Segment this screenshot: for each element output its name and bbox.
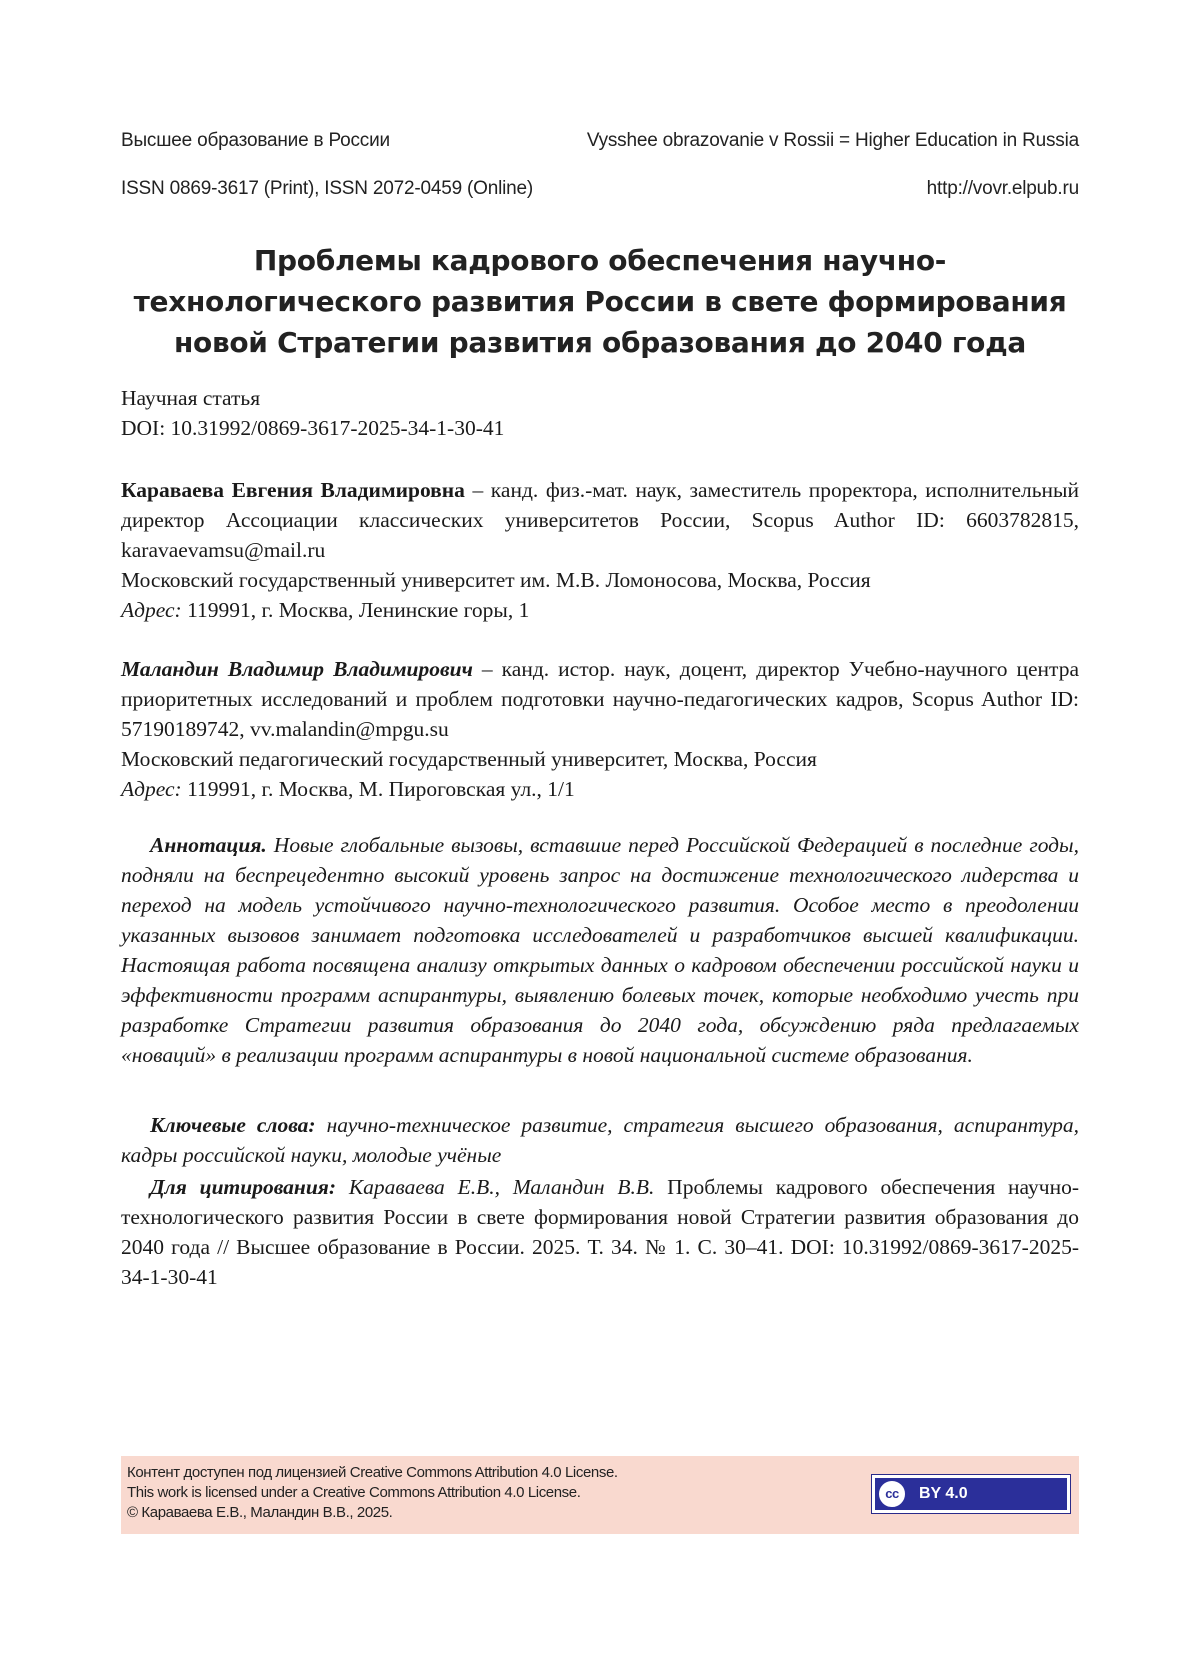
citation-authors: Караваева Е.В., Маландин В.В. bbox=[336, 1175, 655, 1199]
cc-badge-label: BY 4.0 bbox=[919, 1485, 968, 1502]
journal-issn: ISSN 0869-3617 (Print), ISSN 2072-0459 (Online) bbox=[121, 178, 533, 199]
author-name: Маландин Владимир Владимирович bbox=[121, 657, 473, 681]
address-label: Адрес: bbox=[121, 777, 182, 801]
author-block bbox=[121, 475, 1079, 625]
address-value: 119991, г. Москва, М. Пироговская ул., 1/1 bbox=[181, 777, 575, 801]
creative-commons-icon: cc bbox=[877, 1479, 907, 1509]
journal-url[interactable]: http://vovr.elpub.ru bbox=[926, 178, 1079, 199]
citation-label: Для цитирования: bbox=[150, 1175, 337, 1199]
license-box bbox=[121, 1456, 1079, 1534]
author-description: – канд. физ.-мат. наук, заместитель проректора, исполнительный директор Ассоциации классических университетов России, Scopus Author ID: 6603782815, karavaevamsu@mail.ru bbox=[121, 478, 1079, 562]
author-description: – канд. истор. наук, доцент, директор Учебно-научного центра приоритетных исследований и проблем подготовки научно-педагогических кадров, Scopus Author ID: 57190189742, vv.malandin@mpgu.su bbox=[121, 657, 1079, 741]
cc-badge-inner bbox=[875, 1478, 1067, 1510]
license-line-en: This work is licensed under a Creative Commons Attribution 4.0 License. bbox=[127, 1484, 581, 1501]
license-line-ru: Контент доступен под лицензией Creative Commons Attribution 4.0 License. bbox=[127, 1464, 618, 1481]
article-meta bbox=[121, 383, 1079, 443]
author-affiliation: Московский педагогический государственный университет, Москва, Россия bbox=[121, 747, 817, 771]
license-text bbox=[127, 1463, 618, 1523]
author-affiliation: Московский государственный университет им. М.В. Ломоносова, Москва, Россия bbox=[121, 568, 871, 592]
keywords bbox=[121, 1110, 1079, 1170]
citation bbox=[121, 1172, 1079, 1292]
journal-name-en: Vysshee obrazovanie v Rossii = Higher Education in Russia bbox=[586, 130, 1079, 151]
author-address bbox=[121, 595, 1079, 625]
address-value: 119991, г. Москва, Ленинские горы, 1 bbox=[181, 598, 530, 622]
article-type: Научная статья bbox=[121, 386, 261, 410]
article-doi[interactable]: DOI: 10.31992/0869-3617-2025-34-1-30-41 bbox=[121, 416, 505, 440]
cc-by-badge[interactable] bbox=[871, 1474, 1071, 1514]
author-address bbox=[121, 774, 1079, 804]
article-page bbox=[121, 0, 1079, 1658]
address-label: Адрес: bbox=[121, 598, 182, 622]
author-name: Караваева Евгения Владимировна bbox=[121, 478, 465, 502]
abstract bbox=[121, 830, 1079, 1070]
abstract-label: Аннотация. bbox=[150, 833, 267, 857]
citation-text: Проблемы кадрового обеспечения научно-технологического развития России в свете формирования новой Стратегии развития образования до 2040 года // Высшее образование в России. 2025. Т. 34. № 1. С. 30–41. DOI: 10.31992/0869-3617-2025-34-1-30-41 bbox=[121, 1175, 1079, 1289]
keywords-label: Ключевые слова: bbox=[150, 1113, 316, 1137]
copyright-line: © Караваева Е.В., Маландин В.В., 2025. bbox=[127, 1504, 393, 1521]
author-block bbox=[121, 654, 1079, 804]
keywords-text: научно-техническое развитие, стратегия высшего образования, аспирантура, кадры российской науки, молодые учёные bbox=[121, 1113, 1079, 1167]
article-title: Проблемы кадрового обеспечения научно-технологического развития России в свете формирования новой Стратегии развития образования до 2040 года bbox=[133, 244, 1067, 359]
journal-header bbox=[121, 130, 1079, 152]
journal-issn-row bbox=[121, 178, 1079, 200]
journal-name-ru: Высшее образование в России bbox=[121, 130, 390, 151]
abstract-text: Новые глобальные вызовы, вставшие перед Российской Федерацией в последние годы, подняли на беспрецедентно высокий уровень запрос на достижение технологического лидерства и переход на модель устойчивого научно-технологического развития. Особое место в преодолении указанных вызовов занимает подготовка исследователей и разработчиков высшей квалификации. Настоящая работа посвящена анализу открытых данных о кадровом обеспечении российской науки и эффективности программ аспирантуры, выявлению болевых точек, которые необходимо учесть при разработке Стратегии развития образования до 2040 года, обсуждению ряда предлагаемых «новаций» в реализации программ аспирантуры в новой национальной системе образования. bbox=[121, 833, 1079, 1067]
